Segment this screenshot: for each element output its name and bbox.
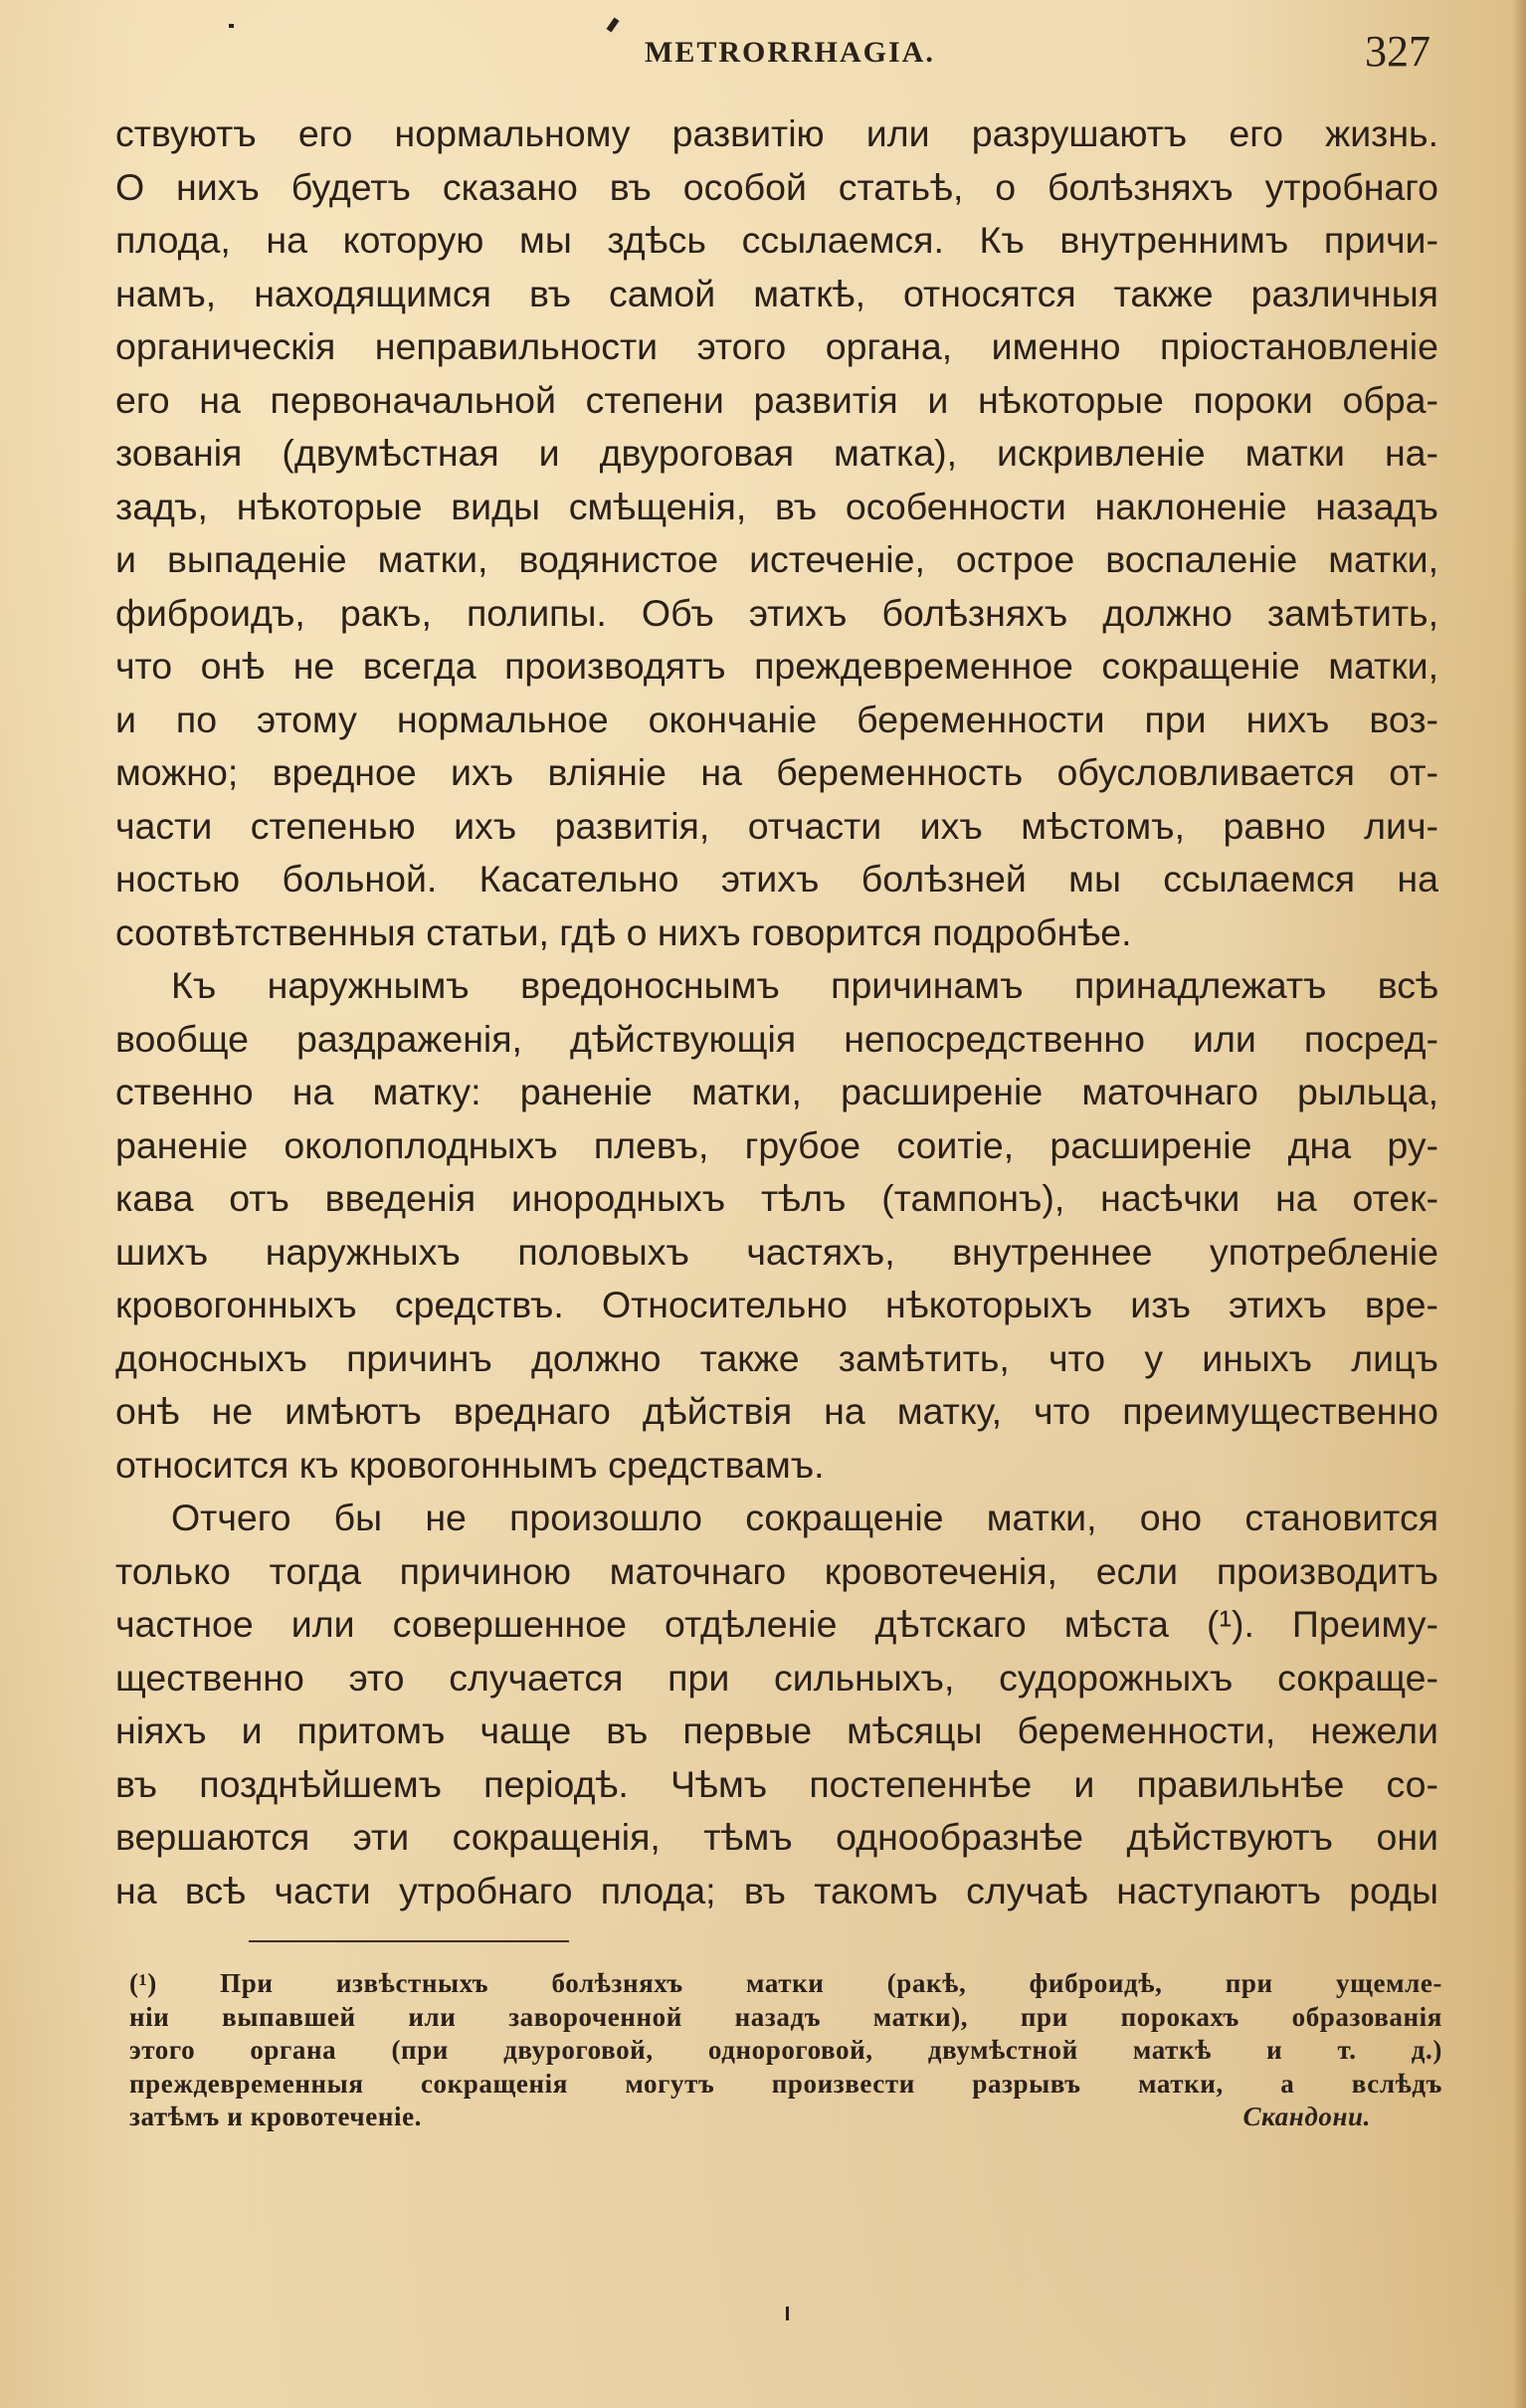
page-number: 327 <box>1365 27 1431 76</box>
body-text <box>115 107 1438 1917</box>
text-line: органическія неправильности этого органа, именно пріостановленіе <box>115 325 1438 367</box>
page-header <box>117 22 1431 82</box>
text-line: Отчего бы не произошло сокращеніе матки, оно становится <box>171 1497 1438 1538</box>
text-line: соотвѣтственныя статьи, гдѣ о нихъ говорится подробнѣе. <box>115 910 1132 953</box>
text-line: только тогда причиною маточнаго кровотеченія, если производитъ <box>115 1549 1438 1592</box>
text-line: на всѣ части утробнаго плода; въ такомъ случаѣ наступаютъ роды <box>115 1869 1438 1911</box>
text-line: его на первоначальной степени развитія и нѣкоторые пороки обра- <box>115 378 1438 421</box>
footnote-line: затѣмъ и кровотеченіе. <box>129 2102 423 2131</box>
footnote-signature: Скандони. <box>1242 2102 1371 2131</box>
text-line: О нихъ будетъ сказано въ особой статьѣ, о болѣзняхъ утробнаго <box>115 165 1438 208</box>
text-line: части степенью ихъ развитія, отчасти ихъ мѣстомъ, равно лич- <box>115 804 1438 847</box>
text-line: доносныхъ причинъ должно также замѣтить, что у иныхъ лицъ <box>115 1336 1438 1379</box>
footnote <box>129 1967 1442 2134</box>
text-line: кава отъ введенія инородныхъ тѣлъ (тампонъ), насѣчки на отек- <box>115 1177 1438 1219</box>
text-line: кровогонныхъ средствъ. Относительно нѣкоторыхъ изъ этихъ вре- <box>115 1284 1438 1325</box>
text-line: ніяхъ и притомъ чаще въ первые мѣсяцы беременности, нежели <box>115 1709 1438 1751</box>
text-line: ственно на матку: раненіе матки, расширеніе маточнаго рыльца, <box>115 1071 1438 1112</box>
text-line: щественно это случается при сильныхъ, судорожныхъ сокраще- <box>115 1656 1438 1699</box>
text-line: и выпаденіе матки, водянистое истеченіе, острое воспаленіе матки, <box>115 538 1438 580</box>
text-line: онѣ не имѣютъ вреднаго дѣйствія на матку, что преимущественно <box>115 1390 1438 1432</box>
text-line: Къ наружнымъ вредоноснымъ причинамъ принадлежатъ всѣ <box>171 964 1438 1006</box>
text-line: раненіе околоплодныхъ плевъ, грубое соитіе, расширеніе дна ру- <box>115 1123 1438 1166</box>
ink-speck <box>229 24 234 28</box>
text-line: шихъ наружныхъ половыхъ частяхъ, внутреннее употребленіе <box>115 1230 1438 1273</box>
text-line: плода, на которую мы здѣсь ссылаемся. Къ внутреннимъ причи- <box>115 219 1438 261</box>
text-line: фиброидъ, ракъ, полипы. Объ этихъ болѣзняхъ должно замѣтить, <box>115 591 1438 634</box>
footnote-line: ніи выпавшей или завороченной назадъ матки), при порокахъ образованія <box>129 2001 1442 2032</box>
text-line: ствуютъ его нормальному развитію или разрушаютъ его жизнь. <box>115 112 1438 154</box>
text-line: вершаются эти сокращенія, тѣмъ однообразнѣе дѣйствуютъ они <box>115 1816 1438 1858</box>
footnote-last-line <box>129 2101 1442 2134</box>
running-title: METRORRHAGIA. <box>645 36 935 69</box>
footnote-line: этого органа (при двуроговой, однороговой, двумѣстной маткѣ и т. д.) <box>129 2035 1442 2065</box>
text-line: относится къ кровогоннымъ средствамъ. <box>115 1443 825 1486</box>
footnote-line: преждевременныя сокращенія могутъ произвести разрывъ матки, а вслѣдъ <box>129 2068 1442 2099</box>
page-edge-shadow <box>1512 0 1526 2408</box>
text-line: вообще раздраженія, дѣйствующія непосредственно или посред- <box>115 1017 1438 1060</box>
text-line: ностью больной. Касательно этихъ болѣзней мы ссылаемся на <box>115 858 1438 900</box>
footnote-divider <box>249 1940 569 1942</box>
text-line: что онѣ не всегда производятъ преждевременное сокращеніе матки, <box>115 645 1438 687</box>
text-line: намъ, находящимся въ самой маткѣ, относятся также различныя <box>115 272 1438 314</box>
text-line: и по этому нормальное окончаніе беременности при нихъ воз- <box>115 698 1438 740</box>
ink-speck <box>786 2307 789 2320</box>
text-line: задъ, нѣкоторые виды смѣщенія, въ особенности наклоненіе назадъ <box>115 485 1438 527</box>
text-line: можно; вредное ихъ вліяніе на беременность обусловливается от- <box>115 751 1438 793</box>
text-line: частное или совершенное отдѣленіе дѣтскаго мѣста (¹). Преиму- <box>115 1603 1438 1645</box>
text-line: въ позднѣйшемъ періодѣ. Чѣмъ постепеннѣе и правильнѣе со- <box>115 1762 1438 1805</box>
text-line: зованія (двумѣстная и двуроговая матка), искривленіе матки на- <box>115 432 1438 474</box>
footnote-line: (¹) При извѣстныхъ болѣзняхъ матки (ракѣ, фиброидѣ, при ущемле- <box>129 1968 1442 1998</box>
